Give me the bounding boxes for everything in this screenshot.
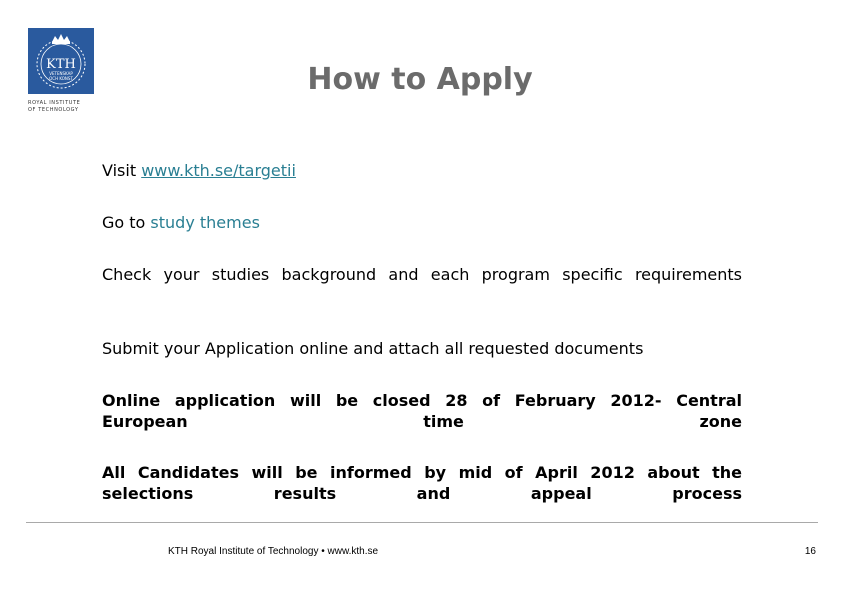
logo-subline-1: VETENSKAP — [49, 71, 73, 76]
study-themes-link[interactable]: study themes — [150, 213, 260, 232]
crown-emblem-icon — [28, 28, 94, 94]
logo-text: KTH — [46, 57, 76, 72]
logo-subline-2: OCH KONST — [49, 76, 73, 81]
visit-prefix: Visit — [102, 161, 142, 180]
check-requirements-item: Check your studies background and each program specific requirements — [102, 265, 742, 284]
logo-caption-line-2: OF TECHNOLOGY — [28, 107, 79, 113]
goto-item — [102, 212, 742, 233]
notification-item: All Candidates will be informed by mid of April 2012 about the selections results and appeal process — [102, 463, 742, 503]
targetii-link[interactable]: www.kth.se/targetii — [141, 161, 296, 180]
logo-caption-line-1: ROYAL INSTITUTE — [28, 100, 81, 106]
page-number: 16 — [804, 546, 816, 557]
kth-logo — [28, 28, 94, 94]
goto-prefix: Go to — [102, 213, 151, 232]
submit-item: Submit your Application online and attach all requested documents — [102, 339, 644, 358]
footer-text: KTH Royal Institute of Technology • www.kth.se — [168, 546, 379, 557]
footer-divider — [26, 522, 818, 523]
page-title: How to Apply — [307, 62, 533, 97]
deadline-item: Online application will be closed 28 of February 2012- Central European time zone — [102, 391, 742, 431]
visit-item — [102, 160, 742, 181]
logo-caption — [28, 100, 98, 114]
